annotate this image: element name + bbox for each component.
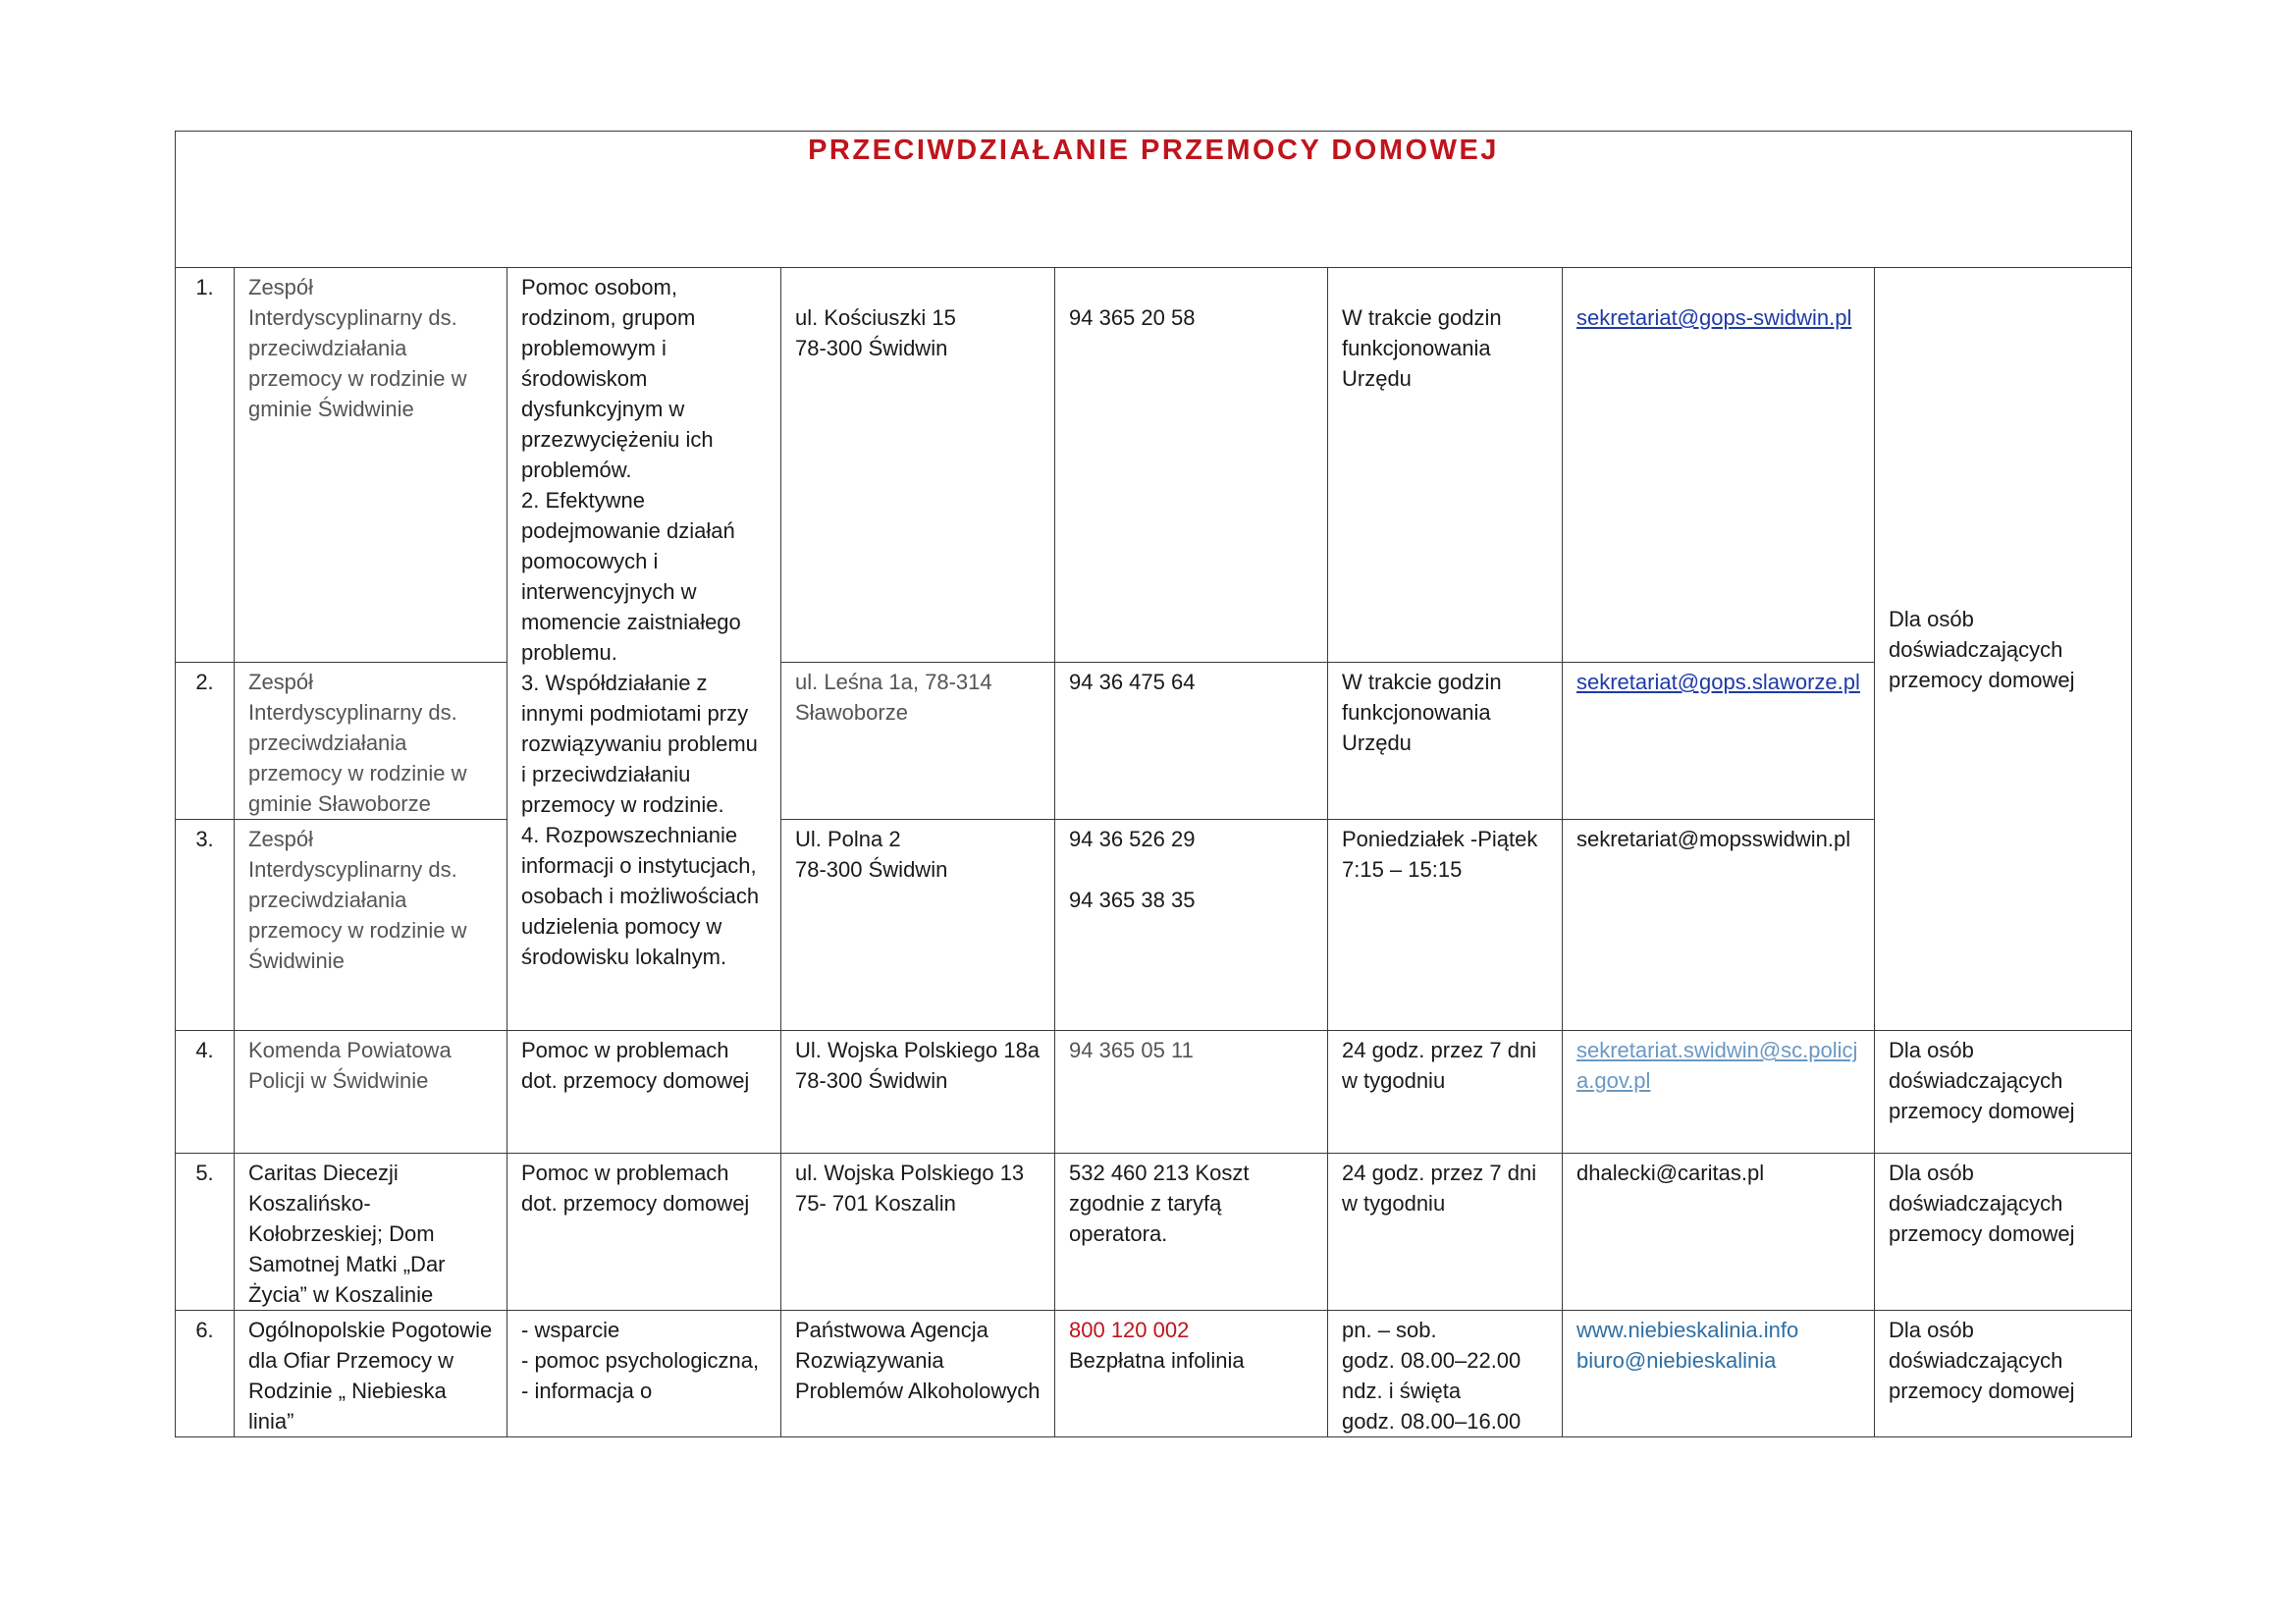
target-group: Dla osób doświadczających przemocy domowej	[1875, 1154, 2132, 1311]
institution-name: Komenda Powiatowa Policji w Świdwinie	[235, 1031, 507, 1154]
email-link[interactable]: sekretariat@gops-swidwin.pl	[1576, 305, 1852, 330]
description: Pomoc w problemach dot. przemocy domowej	[507, 1031, 781, 1154]
target-group: Dla osób doświadczających przemocy domowej	[1875, 1031, 2132, 1154]
shared-description: Pomoc osobom, rodzinom, grupom problemowym i środowiskom dysfunkcyjnym w przezwyciężeniu ich problemów. 2. Efektywne podejmowanie działań pomocowych i interwencyjnych w momencie zaistniałego problemu. 3. Współdziałanie z innymi podmiotami przy rozwiązywaniu problemu i przeciwdziałaniu przemocy w rodzinie. 4. Rozpowszechnianie informacji o instytucjach, osobach i możliwościach udzielenia pomocy w środowisku lokalnym.	[507, 268, 781, 1031]
page-title: PRZECIWDZIAŁANIE PRZEMOCY DOMOWEJ	[808, 135, 1499, 166]
phone-cell	[1055, 1311, 1328, 1437]
address: Państwowa Agencja Rozwiązywania Problemów Alkoholowych	[781, 1311, 1055, 1437]
table-row	[176, 1154, 2132, 1311]
email-link[interactable]: sekretariat@gops.slaworze.pl	[1576, 670, 1860, 694]
row-number: 4.	[176, 1031, 235, 1154]
target-group: Dla osób doświadczających przemocy domowej	[1875, 1311, 2132, 1437]
phone: 94 365 05 11	[1055, 1031, 1328, 1154]
email-cell	[1563, 268, 1875, 663]
address: ul. Kościuszki 15 78-300 Świdwin	[781, 268, 1055, 663]
phone: 94 36 526 29	[1069, 827, 1196, 851]
opening-hours: Poniedziałek -Piątek 7:15 – 15:15	[1328, 820, 1563, 1031]
phone: 94 365 38 35	[1069, 888, 1196, 912]
row-number: 6.	[176, 1311, 235, 1437]
phone-cell	[1055, 820, 1328, 1031]
email-cell	[1563, 663, 1875, 820]
contact-cell	[1563, 1311, 1875, 1437]
email-link[interactable]: sekretariat.swidwin@sc.policja.gov.pl	[1576, 1038, 1858, 1093]
hotline-number: 800 120 002	[1069, 1318, 1190, 1342]
address: ul. Leśna 1a, 78-314 Sławoborze	[781, 663, 1055, 820]
institution-name: Ogólnopolskie Pogotowie dla Ofiar Przemocy w Rodzinie „ Niebieska linia”	[235, 1311, 507, 1437]
opening-hours: 24 godz. przez 7 dni w tygodniu	[1328, 1154, 1563, 1311]
website-link[interactable]: www.niebieskalinia.info	[1576, 1318, 1799, 1342]
institution-name: Zespół Interdyscyplinarny ds. przeciwdziałania przemocy w rodzinie w Świdwinie	[235, 820, 507, 1031]
email: sekretariat@mopsswidwin.pl	[1563, 820, 1875, 1031]
table-row	[176, 663, 2132, 820]
description: Pomoc w problemach dot. przemocy domowej	[507, 1154, 781, 1311]
table-row	[176, 1311, 2132, 1437]
hotline-note: Bezpłatna infolinia	[1069, 1348, 1245, 1373]
phone: 94 365 20 58	[1055, 268, 1328, 663]
email-cell	[1563, 1031, 1875, 1154]
row-number: 1.	[176, 268, 235, 663]
institution-name: Zespół Interdyscyplinarny ds. przeciwdziałania przemocy w rodzinie w gminie Świdwinie	[235, 268, 507, 663]
shared-target-group: Dla osób doświadczających przemocy domowej	[1875, 268, 2132, 1031]
row-number: 3.	[176, 820, 235, 1031]
title-row	[176, 132, 2132, 268]
phone: 532 460 213 Koszt zgodnie z taryfą operatora.	[1055, 1154, 1328, 1311]
description: - wsparcie - pomoc psychologiczna, - informacja o	[507, 1311, 781, 1437]
table-row	[176, 268, 2132, 663]
email: dhalecki@caritas.pl	[1563, 1154, 1875, 1311]
address: ul. Wojska Polskiego 13 75- 701 Koszalin	[781, 1154, 1055, 1311]
opening-hours: 24 godz. przez 7 dni w tygodniu	[1328, 1031, 1563, 1154]
address: Ul. Wojska Polskiego 18a 78-300 Świdwin	[781, 1031, 1055, 1154]
institution-name: Caritas Diecezji Koszalińsko-Kołobrzeskiej; Dom Samotnej Matki „Dar Życia” w Koszalinie	[235, 1154, 507, 1311]
opening-hours: W trakcie godzin funkcjonowania Urzędu	[1328, 268, 1563, 663]
email-link[interactable]: biuro@niebieskalinia	[1576, 1348, 1777, 1373]
row-number: 5.	[176, 1154, 235, 1311]
phone: 94 36 475 64	[1055, 663, 1328, 820]
table-row	[176, 820, 2132, 1031]
title-cell	[176, 132, 2132, 268]
institution-name: Zespół Interdyscyplinarny ds. przeciwdziałania przemocy w rodzinie w gminie Sławoborze	[235, 663, 507, 820]
opening-hours: W trakcie godzin funkcjonowania Urzędu	[1328, 663, 1563, 820]
address: Ul. Polna 2 78-300 Świdwin	[781, 820, 1055, 1031]
table-row	[176, 1031, 2132, 1154]
opening-hours: pn. – sob. godz. 08.00–22.00 ndz. i święta godz. 08.00–16.00	[1328, 1311, 1563, 1437]
row-number: 2.	[176, 663, 235, 820]
contact-table	[175, 131, 2132, 1437]
